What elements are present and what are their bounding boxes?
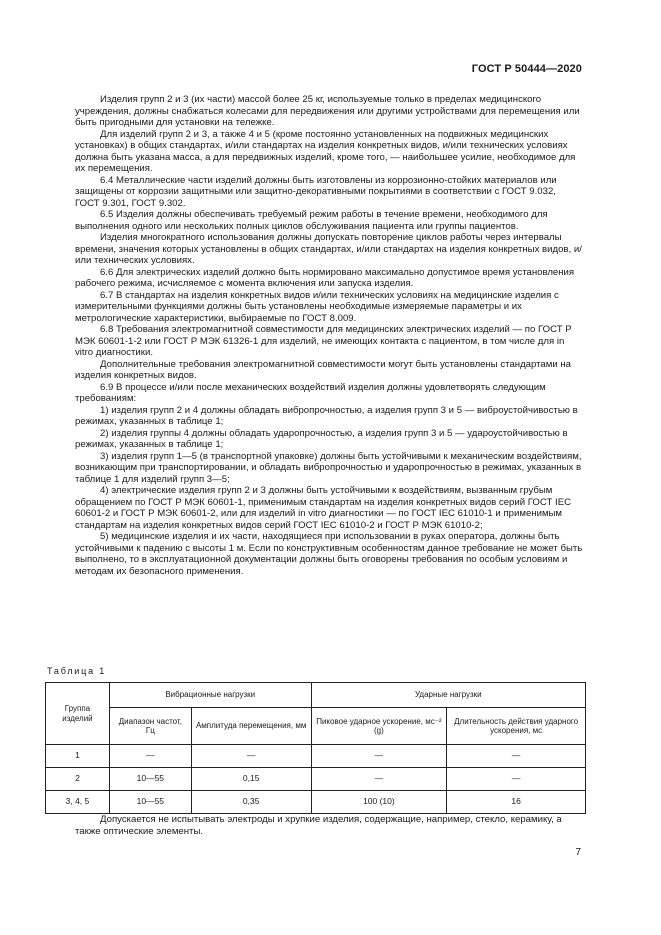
paragraph: Для изделий групп 2 и 3, а также 4 и 5 (кроме постоянно установленных на подвижных медицинских установках) в общих стандартах, и/или стандартах на изделия конкретных видов, и/или технических условиях должна быть указана масса, а для передвижных изделий, кроме того, — наибольшее усилие, необходимое для их перемещения. (75, 128, 576, 174)
table-cell: — (311, 768, 447, 791)
header-amplitude: Амплитуда перемещения, мм (191, 708, 311, 745)
table-cell: — (311, 745, 447, 768)
paragraph: 6.8 Требования электромагнитной совместимости для медицинских электрических изделий — по ГОСТ Р МЭК 60601-1-2 или ГОСТ Р МЭК 61326-1 для изделий, не имеющих контакта с пациентом, в том числе для in vitro диагностики. (75, 324, 572, 358)
paragraph: 6.4 Металлические части изделий должны быть изготовлены из коррозионно-стойких материалов или защищены от коррозии защитными или защитно-декоративными покрытиями в соответствии с ГОСТ 9.032, ГОСТ 9.301, ГОСТ 9.302. (75, 174, 557, 209)
table-row (46, 791, 586, 814)
page-number: 7 (575, 847, 581, 858)
table-cell: 10—55 (109, 768, 191, 791)
paragraph: Допускается не испытывать электроды и хрупкие изделия, содержащие, например, стекло, керамику, а также оптические элементы. (75, 814, 562, 837)
paragraph: Дополнительные требования электромагнитной совместимости могут быть установлены стандартами на изделия конкретных видов. (75, 358, 572, 381)
after-table-text (75, 814, 583, 837)
table-cell: 100 (10) (311, 791, 447, 814)
header-peak-acceleration: Пиковое ударное ускорение, мс⁻² (g) (311, 708, 447, 745)
header-group: Группа изделий (46, 683, 110, 745)
table-cell: 3, 4, 5 (46, 791, 110, 814)
list-item: 2) изделия группы 4 должны обладать ударопрочностью, а изделия групп 3 и 5 — удароустойчивостью в режимах, указанных в таблице 1; (75, 427, 568, 450)
paragraph: Изделия многократного использования должны допускать повторение циклов работы через интервалы времени, значения которых установлены в общих стандартах, и/или стандартах на изделия конкретных видов, и/или технических условиях. (75, 232, 582, 266)
paragraph: Изделия групп 2 и 3 (их части) массой более 25 кг, используемые только в пределах медицинского учреждения, должны снабжаться колесами для передвижения или другими устройствами для перемещения или быть пригодными для установки на тележке. (75, 94, 580, 128)
header-vibration: Вибрационные нагрузки (109, 683, 311, 708)
list-item: 5) медицинские изделия и их части, находящиеся при использовании в руках оператора, должны быть устойчивыми к падению с высоты 1 м. Если по конструктивным особенностям данное требование не может быть выполнено, то в эксплуатационной документации должны быть оговорены требования по особым условиям и методам их безопасного применения. (75, 531, 583, 577)
paragraph: 6.5 Изделия должны обеспечивать требуемый режим работы в течение времени, необходимого для выполнения одного или нескольких полных циклов обслуживания пациента или группы пациентов. (75, 209, 548, 232)
table-row (46, 745, 586, 768)
list-item: 3) изделия групп 1—5 (в транспортной упаковке) должны быть устойчивыми к механическим воздействиям, возникающим при транспортировании, и обладать вибропрочностью и ударопрочностью в режимах, указанных в таблице 1 для изделий групп 3—5; (75, 450, 582, 485)
list-item: 1) изделия групп 2 и 4 должны обладать вибропрочностью, а изделия групп 3 и 5 — виброустойчивостью в режимах, указанных в таблице 1; (75, 404, 578, 427)
table-cell: — (191, 745, 311, 768)
header-shock: Ударные нагрузки (311, 683, 585, 708)
document-id-header: ГОСТ Р 50444—2020 (471, 63, 582, 75)
header-duration: Длительность действия ударного ускорения, мс (447, 708, 586, 745)
body-text (75, 94, 583, 577)
table-cell: — (109, 745, 191, 768)
table-row (46, 768, 586, 791)
table-cell: — (447, 768, 586, 791)
table-cell: 1 (46, 745, 110, 768)
table-caption: Таблица 1 (47, 666, 106, 676)
table-cell: 0,35 (191, 791, 311, 814)
table-cell: 16 (447, 791, 586, 814)
loads-table (45, 682, 586, 814)
paragraph: 6.7 В стандартах на изделия конкретных видов и/или технических условиях на медицинские изделия с измерительными функциями должны быть установлены необходимые измеряемые параметры и их метрологические характеристики, выбираемые по ГОСТ 8.009. (75, 289, 559, 324)
paragraph: 6.6 Для электрических изделий должно быть нормировано максимально допустимое время установления рабочего режима, исчисляемое с момента включения или запуска изделия. (75, 266, 575, 289)
table-cell: 0,15 (191, 768, 311, 791)
table-cell: 10—55 (109, 791, 191, 814)
table-cell: — (447, 745, 586, 768)
paragraph: 6.9 В процессе и/или после механических воздействий изделия должны удовлетворять следующим требованиям: (75, 381, 546, 404)
table-cell: 2 (46, 768, 110, 791)
list-item: 4) электрические изделия групп 2 и 3 должны быть устойчивыми к воздействиям, вызванным грубым обращением по ГОСТ Р МЭК 60601-1, применимым стандартам на изделия конкретных видов серий ГОСТ IEC 60601-2 и ГОСТ Р МЭК 60601-2, или для изделий in vitro диагностики — по ГОСТ IEC 61010-1 и применимым стандартам на изделия конкретных видов серий ГОСТ IEC 61010-2 и ГОСТ Р МЭК 61010-2; (75, 485, 572, 531)
header-frequency: Диапазон частот, Гц (109, 708, 191, 745)
